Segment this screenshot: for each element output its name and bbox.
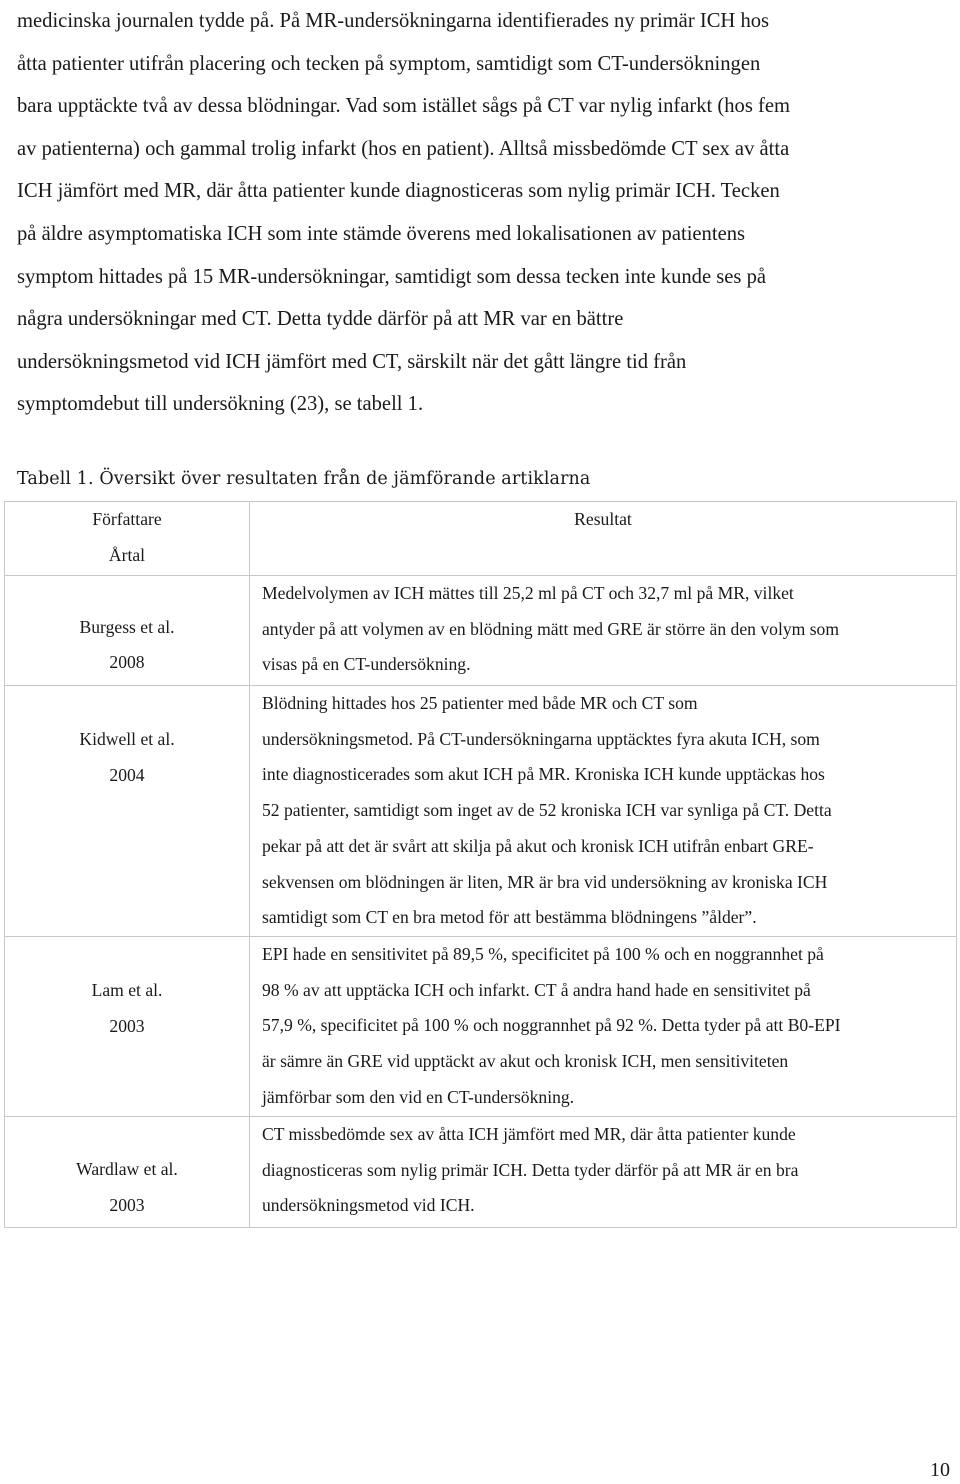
header-author-year [5, 502, 250, 576]
header-year: Årtal [108, 544, 146, 565]
author-year: 2008 [109, 652, 145, 673]
result-line: inte diagnosticerades som akut ICH på MR. Kroniska ICH kunde upptäckas hos [262, 764, 825, 785]
paragraph-line: medicinska journalen tydde på. På MR-undersökningarna identifierades ny primär ICH hos [17, 10, 770, 32]
table-header-row [5, 502, 957, 576]
author-cell [5, 686, 250, 937]
table-row [5, 1117, 957, 1228]
result-line: undersökningsmetod vid ICH. [262, 1195, 475, 1216]
result-line: antyder på att volymen av en blödning mätt med GRE är större än den volym som [262, 618, 840, 639]
paragraph-line: bara upptäckte två av dessa blödningar. Vad som istället sågs på CT var nylig infarkt (hos fem [17, 95, 791, 118]
paragraph-line: symptomdebut till undersökning (23), se tabell 1. [17, 393, 424, 416]
result-cell [250, 937, 957, 1117]
result-cell [250, 576, 957, 686]
result-line: samtidigt som CT en bra metod för att bestämma blödningens ”ålder”. [262, 907, 757, 928]
result-line: sekvensen om blödningen är liten, MR är bra vid undersökning av kroniska ICH [262, 871, 828, 892]
table-row [5, 937, 957, 1117]
result-line: undersökningsmetod. På CT-undersökningarna upptäcktes fyra akuta ICH, som [262, 728, 820, 749]
body-paragraph [17, 0, 957, 426]
result-line: EPI hade en sensitivitet på 89,5 %, specificitet på 100 % och en noggrannhet på [262, 944, 824, 964]
page-number: 10 [930, 1459, 950, 1481]
author-name: Lam et al. [91, 980, 163, 1000]
paragraph-line: av patienterna) och gammal trolig infarkt (hos en patient). Alltså missbedömde CT sex av åtta [17, 137, 790, 160]
result-line: jämförbar som den vid en CT-undersökning. [262, 1086, 575, 1107]
result-line: 98 % av att upptäcka ICH och infarkt. CT å andra hand hade en sensitivitet på [262, 979, 811, 1000]
result-line: pekar på att det är svårt att skilja på akut och kronisk ICH utifrån enbart GRE- [262, 835, 814, 856]
result-line: 57,9 %, specificitet på 100 % och noggrannhet på 92 %. Detta tyder på att B0-EPI [262, 1015, 841, 1036]
result-line: 52 patienter, samtidigt som inget av de 52 kroniska ICH var synliga på CT. Detta [262, 800, 832, 821]
table-row [5, 686, 957, 937]
author-year: 2004 [109, 764, 145, 785]
paragraph-line: på äldre asymptomatiska ICH som inte stämde överens med lokalisationen av patientens [17, 222, 746, 245]
author-name: Kidwell et al. [79, 729, 175, 749]
author-name: Wardlaw et al. [76, 1159, 178, 1179]
result-line: Blödning hittades hos 25 patienter med både MR och CT som [262, 693, 698, 713]
paragraph-line: undersökningsmetod vid ICH jämfört med CT, särskilt när det gått längre tid från [17, 350, 687, 373]
author-cell [5, 937, 250, 1117]
header-author: Författare [92, 509, 162, 529]
table-row [5, 576, 957, 686]
result-line: visas på en CT-undersökning. [262, 654, 471, 675]
author-year: 2003 [109, 1194, 145, 1215]
author-cell [5, 576, 250, 686]
paragraph-line: ICH jämfört med MR, där åtta patienter kunde diagnosticeras som nylig primär ICH. Tecken [17, 180, 780, 203]
table-caption: Tabell 1. Översikt över resultaten från de jämförande artiklarna [17, 469, 591, 489]
header-result: Resultat [250, 502, 957, 576]
paragraph-line: några undersökningar med CT. Detta tydde därför på att MR var en bättre [17, 308, 624, 331]
paragraph-line: symptom hittades på 15 MR-undersökningar, samtidigt som dessa tecken inte kunde ses på [17, 265, 767, 288]
result-line: Medelvolymen av ICH mättes till 25,2 ml på CT och 32,7 ml på MR, vilket [262, 583, 794, 603]
author-cell [5, 1117, 250, 1228]
author-year: 2003 [109, 1015, 145, 1036]
paragraph-line: åtta patienter utifrån placering och tecken på symptom, samtidigt som CT-undersökningen [17, 52, 761, 75]
results-table [4, 501, 957, 1228]
author-name: Burgess et al. [79, 616, 175, 637]
result-cell [250, 686, 957, 937]
result-line: CT missbedömde sex av åtta ICH jämfört med MR, där åtta patienter kunde [262, 1124, 796, 1144]
result-cell [250, 1117, 957, 1228]
result-line: diagnosticeras som nylig primär ICH. Detta tyder därför på att MR är en bra [262, 1159, 799, 1180]
result-line: är sämre än GRE vid upptäckt av akut och kronisk ICH, men sensitiviteten [262, 1051, 789, 1072]
